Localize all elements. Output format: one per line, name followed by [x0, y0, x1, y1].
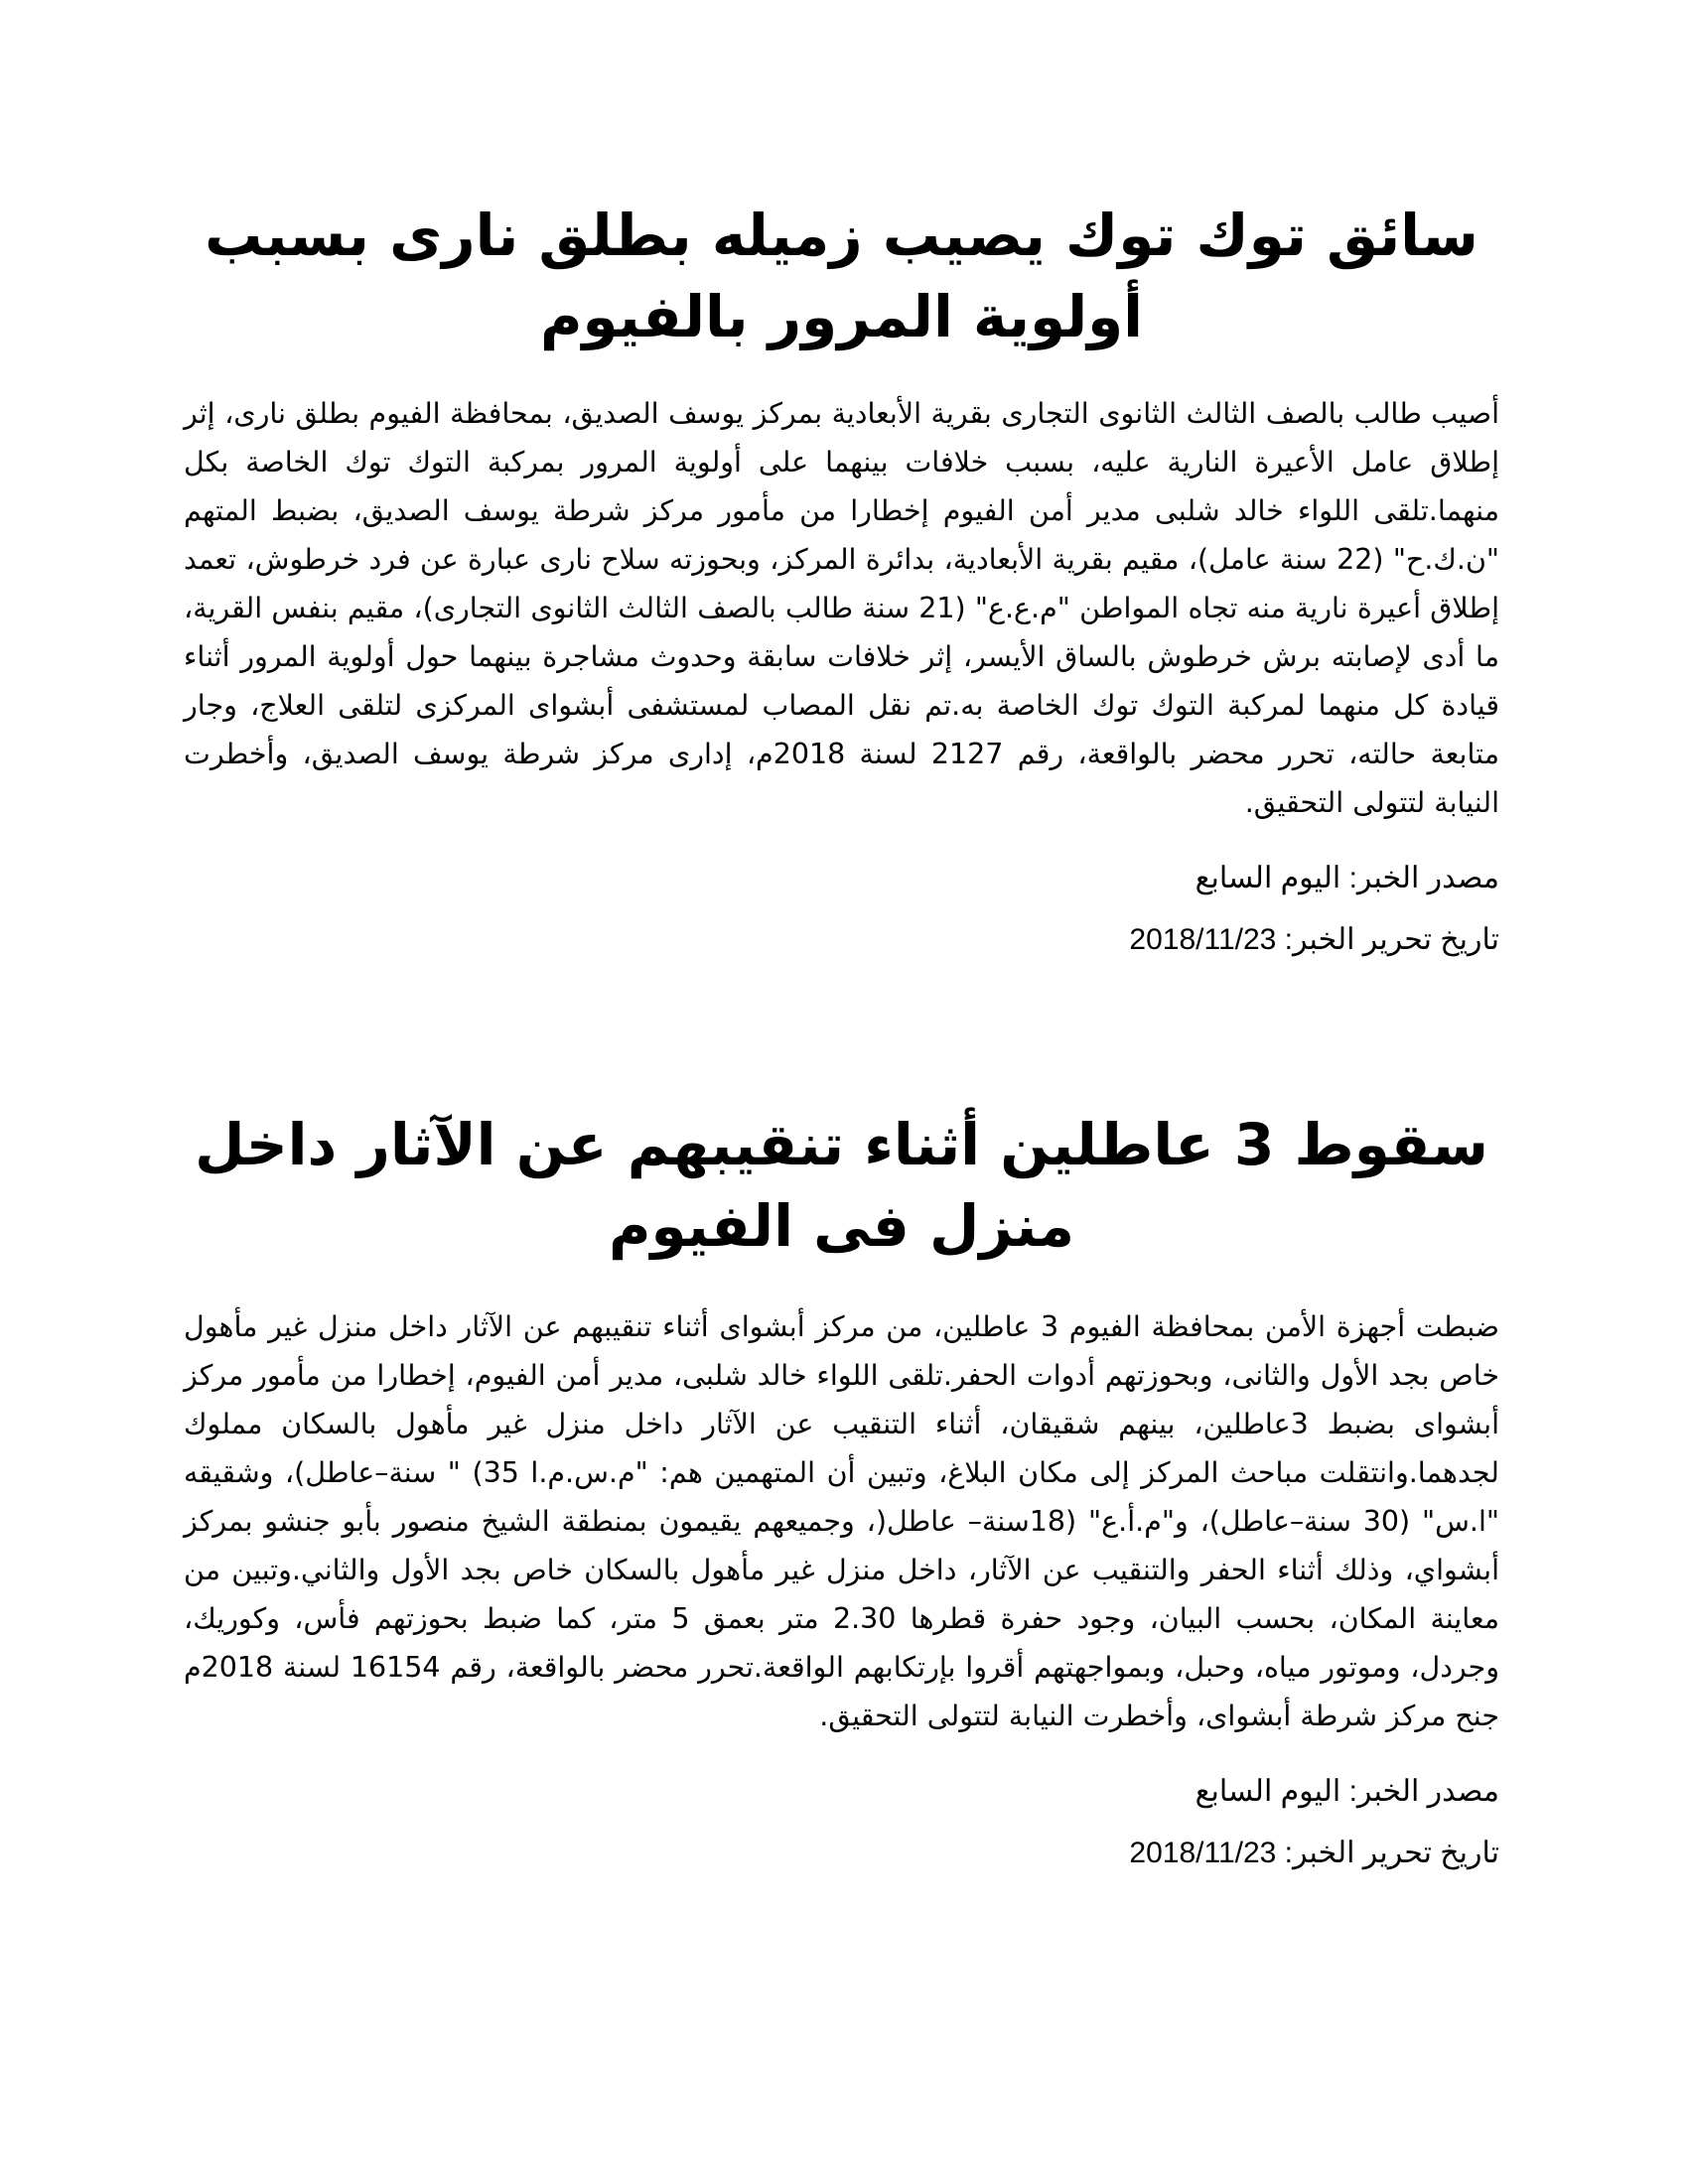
article-body: أصيب طالب بالصف الثالث الثانوى التجارى بقرية الأبعادية بمركز يوسف الصديق، بمحافظة الفيوم بطلق نارى، إثر إطلاق عامل الأعيرة النارية عليه، بسبب خلافات بينهما على أولوية المرور بمركبة التوك توك الخاصة بكل منهما.تلقى اللواء خالد شلبى مدير أمن الفيوم إخطارا من مأمور مركز شرطة يوسف الصديق، بضبط المتهم "ن.ك.ح" (22 سنة عامل)، مقيم بقرية الأبعادية، بدائرة المركز، وبحوزته سلاح نارى عبارة عن فرد خرطوش، تعمد إطلاق أعيرة نارية منه تجاه المواطن "م.ع.ع" (21 سنة طالب بالصف الثالث الثانوى التجارى)، مقيم بنفس القرية، ما أدى لإصابته برش خرطوش بالساق الأيسر، إثر خلافات سابقة وحدوث مشاجرة بينهما حول أولوية المرور أثناء قيادة كل منهما لمركبة التوك توك الخاصة به.تم نقل المصاب لمستشفى أبشواى المركزى لتلقى العلاج، وجار متابعة حالته، تحرر محضر بالواقعة، رقم 2127 لسنة 2018م، إدارى مركز شرطة يوسف الصديق، وأخطرت النيابة لتتولى التحقيق.	[184, 397, 1499, 819]
article-date	[184, 1834, 1499, 1873]
source-value: اليوم السابع	[1195, 862, 1341, 894]
article-source	[184, 859, 1499, 898]
article-body: ضبطت أجهزة الأمن بمحافظة الفيوم 3 عاطلين، من مركز أبشواى أثناء تنقيبهم عن الآثار داخل منزل غير مأهول خاص بجد الأول والثانى، وبحوزتهم أدوات الحفر.تلقى اللواء خالد شلبى، مدير أمن الفيوم، إخطارا من مأمور مركز أبشواى بضبط 3عاطلين، بينهم شقيقان، أثناء التنقيب عن الآثار داخل منزل غير مأهول بالسكان مملوك لجدهما.وانتقلت مباحث المركز إلى مكان البلاغ، وتبين أن المتهمين هم: "م.س.م.ا 35) " سنة–عاطل)، وشقيقه "ا.س" (30 سنة–عاطل)، و"م.أ.ع" (18سنة– عاطل(، وجميعهم يقيمون بمنطقة الشيخ منصور بأبو جنشو بمركز أبشواي، وذلك أثناء الحفر والتنقيب عن الآثار، داخل منزل غير مأهول بالسكان خاص بجد الأول والثاني.وتبين من معاينة المكان، بحسب البيان، وجود حفرة قطرها 2.30 متر بعمق 5 متر، كما ضبط بحوزتهم فأس، وكوريك، وجردل، وموتور مياه، وحبل، وبمواجهتهم أقروا بإرتكابهم الواقعة.تحرر محضر بالواقعة، رقم 16154 لسنة 2018م جنح مركز شرطة أبشواى، وأخطرت النيابة لتتولى التحقيق.	[184, 1310, 1499, 1732]
source-label: مصدر الخبر:	[1348, 862, 1499, 894]
article-headline: سائق توك توك يصيب زميله بطلق نارى بسبب أولوية المرور بالفيوم	[205, 202, 1478, 350]
date-label: تاريخ تحرير الخبر:	[1284, 923, 1499, 956]
article-date	[184, 920, 1499, 960]
news-article	[184, 1104, 1499, 1873]
date-label: تاريخ تحرير الخبر:	[1284, 1837, 1499, 1869]
source-value: اليوم السابع	[1195, 1775, 1341, 1808]
source-label: مصدر الخبر:	[1348, 1775, 1499, 1808]
news-article	[184, 195, 1499, 960]
date-value: 2018/11/23	[1129, 923, 1277, 956]
article-headline: سقوط 3 عاطلين أثناء تنقيبهم عن الآثار داخل منزل فى الفيوم	[195, 1111, 1488, 1260]
article-source	[184, 1772, 1499, 1812]
date-value: 2018/11/23	[1129, 1837, 1277, 1869]
